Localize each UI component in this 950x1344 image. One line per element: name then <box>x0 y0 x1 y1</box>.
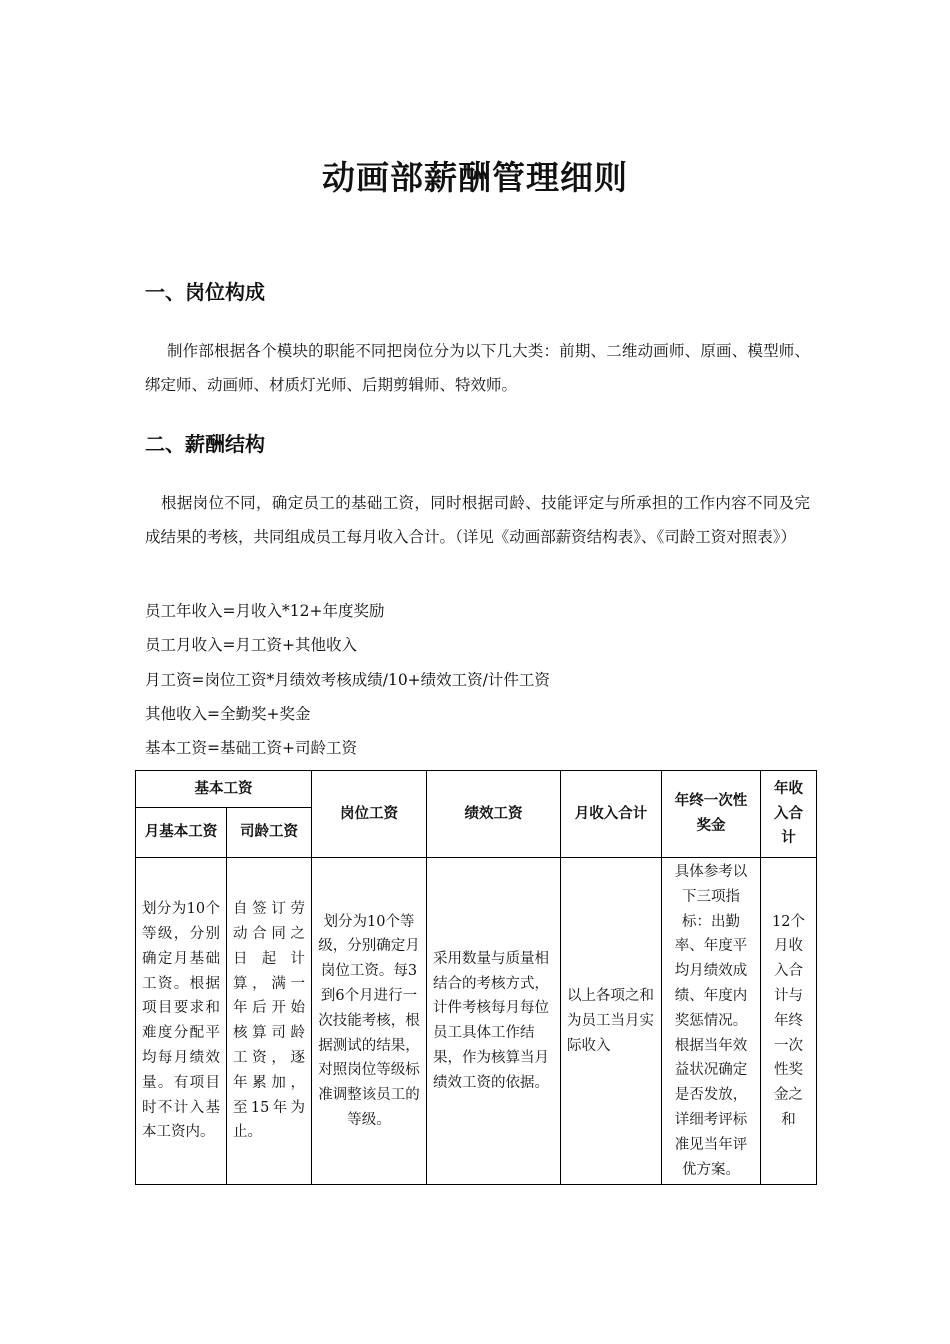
cell-position-salary: 划分为10个等级，分别确定月岗位工资。每3到6个月进行一次技能考核，根据测试的结果，对照岗位等级标准调整该员工的等级。 <box>312 858 427 1185</box>
header-year-end-bonus: 年终一次性奖金 <box>662 771 761 858</box>
position-structure-paragraph: 制作部根据各个模块的职能不同把岗位分为以下几大类：前期、二维动画师、原画、模型师、绑定师、动画师、材质灯光师、后期剪辑师、特效师。 <box>145 342 810 394</box>
header-annual-total: 年收入合计 <box>761 771 817 858</box>
cell-monthly-basic-salary: 划分为10个等级，分别确定月基础工资。根据项目要求和难度分配平均每月绩效量。有项目时不计入基本工资内。 <box>136 858 227 1185</box>
section-heading-position-structure: 一、岗位构成 <box>145 280 265 304</box>
salary-structure-table <box>135 770 817 1185</box>
header-performance-salary: 绩效工资 <box>427 771 561 858</box>
cell-monthly-total: 以上各项之和为员工当月实际收入 <box>561 858 662 1185</box>
formula-monthly-income: 员工月收入=月工资+其他收入 <box>145 636 357 654</box>
header-monthly-basic-salary: 月基本工资 <box>136 808 227 858</box>
formula-basic-salary: 基本工资=基础工资+司龄工资 <box>145 739 357 757</box>
formula-other-income: 其他收入=全勤奖+奖金 <box>145 705 311 723</box>
header-monthly-total: 月收入合计 <box>561 771 662 858</box>
formula-monthly-wage: 月工资=岗位工资*月绩效考核成绩/10+绩效工资/计件工资 <box>145 671 550 689</box>
table-row <box>136 858 817 1185</box>
header-position-salary: 岗位工资 <box>312 771 427 858</box>
cell-performance-salary: 采用数量与质量相结合的考核方式，计件考核每月每位员工具体工作结果，作为核算当月绩效工资的依据。 <box>427 858 561 1185</box>
header-basic-salary: 基本工资 <box>136 771 312 808</box>
header-seniority-salary: 司龄工资 <box>227 808 312 858</box>
page-title: 动画部薪酬管理细则 <box>322 158 628 197</box>
cell-year-end-bonus: 具体参考以下三项指标：出勤率、年度平均月绩效成绩、年度内奖惩情况。根据当年效益状况确定是否发放，详细考评标准见当年评优方案。 <box>662 858 761 1185</box>
salary-structure-paragraph: 根据岗位不同，确定员工的基础工资，同时根据司龄、技能评定与所承担的工作内容不同及完成结果的考核，共同组成员工每月收入合计。（详见《动画部薪资结构表》、《司龄工资对照表》） <box>145 494 810 546</box>
section-heading-salary-structure: 二、薪酬结构 <box>145 432 265 456</box>
formula-annual-income: 员工年收入=月收入*12+年度奖励 <box>145 602 385 620</box>
cell-annual-total: 12个月收入合计与年终一次性奖金之和 <box>761 858 817 1185</box>
cell-seniority-salary: 自签订劳动合同之日起计算，满一年后开始核算司龄工资，逐年累加，至15年为止。 <box>227 858 312 1185</box>
